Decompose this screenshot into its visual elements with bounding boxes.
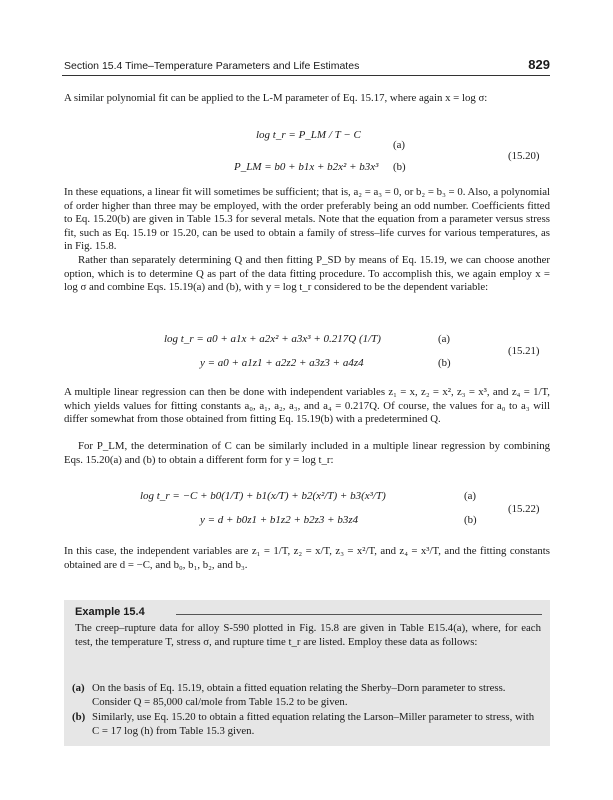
equation-15-22a: log t_r = −C + b0(1/T) + b1(x/T) + b2(x²/T) + b3(x³/T) <box>140 490 386 502</box>
equation-15-21a-label: (a) <box>438 333 450 345</box>
equation-15-20a: log t_r = P_LM / T − C <box>256 129 361 141</box>
example-item-a-label: (a) <box>72 682 85 694</box>
equation-15-20b: P_LM = b0 + b1x + b2x² + b3x³ <box>234 161 379 173</box>
paragraph-multiple-regression: A multiple linear regression can then be done with independent variables z₁ = x, z₂ = x², z₃ = x³, and z₄ = 1/T, which yields values for fitting constants a₀, a₁, a₂, a₃, and a₄ = 0.217Q. Of course, the values for a₀ to a₃ will differ somewhat from those obtained from fitting Eq. 15.19(b) with a predetermined Q. <box>64 386 550 426</box>
example-title: Example 15.4 <box>75 606 145 618</box>
equation-15-21b-label: (b) <box>438 357 451 369</box>
example-item-b <box>72 711 542 738</box>
example-item-a <box>72 682 542 709</box>
example-item-b-text: Similarly, use Eq. 15.20 to obtain a fitted equation relating the Larson–Miller parameter to stress, with C = 17 log (h) from Table 15.3 given. <box>92 711 535 737</box>
equation-15-21b: y = a0 + a1z1 + a2z2 + a3z3 + a4z4 <box>200 357 364 369</box>
equation-15-20a-label: (a) <box>393 139 405 151</box>
equation-15-20-number: (15.20) <box>508 150 540 162</box>
equation-15-22-number: (15.22) <box>508 503 540 515</box>
paragraph-plm: For P_LM, the determination of C can be similarly included in a multiple linear regression by combining Eqs. 15.20(a) and (b) to obtain a different form for y = log t_r: <box>64 440 550 466</box>
header-rule <box>62 75 550 76</box>
example-box <box>64 600 550 746</box>
paragraph-intro: A similar polynomial fit can be applied to the L-M parameter of Eq. 15.17, where again x = log σ: <box>64 92 488 104</box>
section-title: Section 15.4 Time–Temperature Parameters and Life Estimates <box>64 60 360 72</box>
equation-15-21-number: (15.21) <box>508 345 540 357</box>
equation-15-20b-label: (b) <box>393 161 406 173</box>
paragraph-rather: Rather than separately determining Q and then fitting P_SD by means of Eq. 15.19, we can choose another option, which is to determine Q as part of the data fitting procedure. To accomplish this, we again employ x = log σ and combine Eqs. 15.19(a) and (b), with y = log t_r considered to be the dependent variable: <box>64 254 550 294</box>
paragraph-this-case: In this case, the independent variables are z₁ = 1/T, z₂ = x/T, z₃ = x²/T, and z₄ = x³/T, and the fitting constants obtained are d = −C, and b₀, b₁, b₂, and b₃. <box>64 545 550 571</box>
equation-15-21a: log t_r = a0 + a1x + a2x² + a3x³ + 0.217Q (1/T) <box>164 333 381 345</box>
example-title-rule <box>176 614 542 615</box>
example-text: The creep–rupture data for alloy S-590 plotted in Fig. 15.8 are given in Table E15.4(a), where, for each test, the temperature T, stress σ, and rupture time t_r are listed. Employ these data as follows: <box>75 622 541 648</box>
page-number: 829 <box>528 57 550 72</box>
equation-15-22b: y = d + b0z1 + b1z2 + b2z3 + b3z4 <box>200 514 359 526</box>
page-header <box>62 58 550 76</box>
example-item-b-label: (b) <box>72 711 86 723</box>
paragraph-linear-fit: In these equations, a linear fit will sometimes be sufficient; that is, a₂ = a₃ = 0, or b₂ = b₃ = 0. Also, a polynomial of order higher than three may be employed, with the order preferably being an odd number. Coefficients fitted to Eq. 15.20(b) are given in Table 15.3 for several metals. Note that the equation from a parameter versus stress fit, such as Eq. 15.19 or 15.20, can be used to obtain a family of stress–life curves for various temperatures, as in Fig. 15.8. <box>64 186 550 253</box>
equation-15-22a-label: (a) <box>464 490 476 502</box>
equation-15-22b-label: (b) <box>464 514 477 526</box>
example-item-a-text: On the basis of Eq. 15.19, obtain a fitted equation relating the Sherby–Dorn parameter to stress. Consider Q = 85,000 cal/mole from Table 15.2 to be given. <box>92 682 506 708</box>
